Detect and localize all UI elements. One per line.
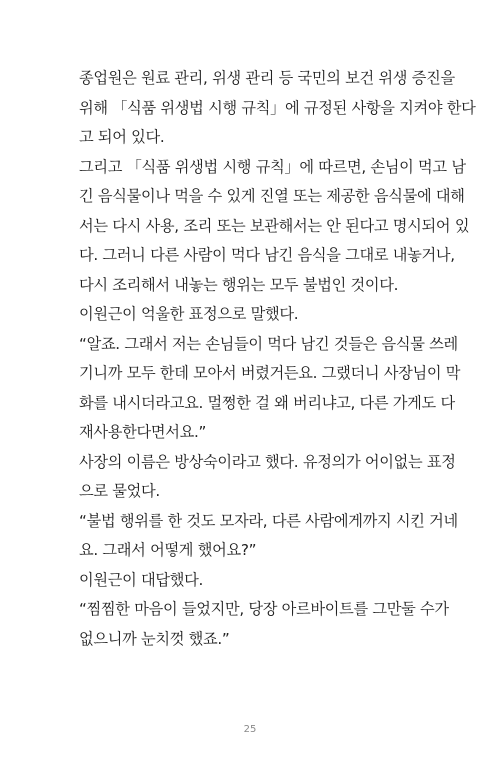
text-line: 이원근이 억울한 표정으로 말했다. [79,305,299,323]
text-line: 사장의 이름은 방상숙이라고 했다. 유정의가 어이없는 표정 [79,452,456,471]
text-line: 없으니까 눈치껏 했죠.” [79,629,230,648]
text-line: 긴 음식물이나 먹을 수 있게 진열 또는 제공한 음식물에 대해 [79,187,465,205]
text-line: 으로 물었다. [79,482,160,500]
text-line: 서는 다시 사용, 조리 또는 보관해서는 안 된다고 명시되어 있 [79,216,470,235]
text-line: 기니까 모두 한데 모아서 버렸거든요. 그랬더니 사장님이 막 [79,364,461,382]
text-line: 종업원은 원료 관리, 위생 관리 등 국민의 보건 위생 증진을 [79,69,455,87]
text-line: “불법 행위를 한 것도 모자라, 다른 사람에게까지 시킨 거네 [79,511,458,530]
text-line: 요. 그래서 어떻게 했어요?” [79,541,257,559]
text-line: 그리고 「식품 위생법 시행 규칙」에 따르면, 손님이 먹고 남 [79,157,466,176]
text-line: 화를 내시더라고요. 멀쩡한 걸 왜 버리냐고, 다른 가게도 다 [79,393,455,412]
page-number: 25 [243,724,257,735]
text-line: 이원근이 대답했다. [79,570,204,589]
text-line: “알죠. 그래서 저는 손님들이 먹다 남긴 것들은 음식물 쓰레 [79,334,458,353]
text-line: “찜찜한 마음이 들었지만, 당장 아르바이트를 그만둘 수가 [79,600,449,618]
text-line: 위해 「식품 위생법 시행 규칙」에 규정된 사항을 지켜야 한다 [79,98,476,117]
text-line: 다시 조리해서 내놓는 행위는 모두 불법인 것이다. [79,275,399,294]
text-line: 고 되어 있다. [79,128,165,146]
body-text [79,64,476,654]
text-line: 다. 그러니 다른 사람이 먹다 남긴 음식을 그대로 내놓거나, [79,246,455,264]
text-line: 재사용한다면서요.” [79,423,207,441]
